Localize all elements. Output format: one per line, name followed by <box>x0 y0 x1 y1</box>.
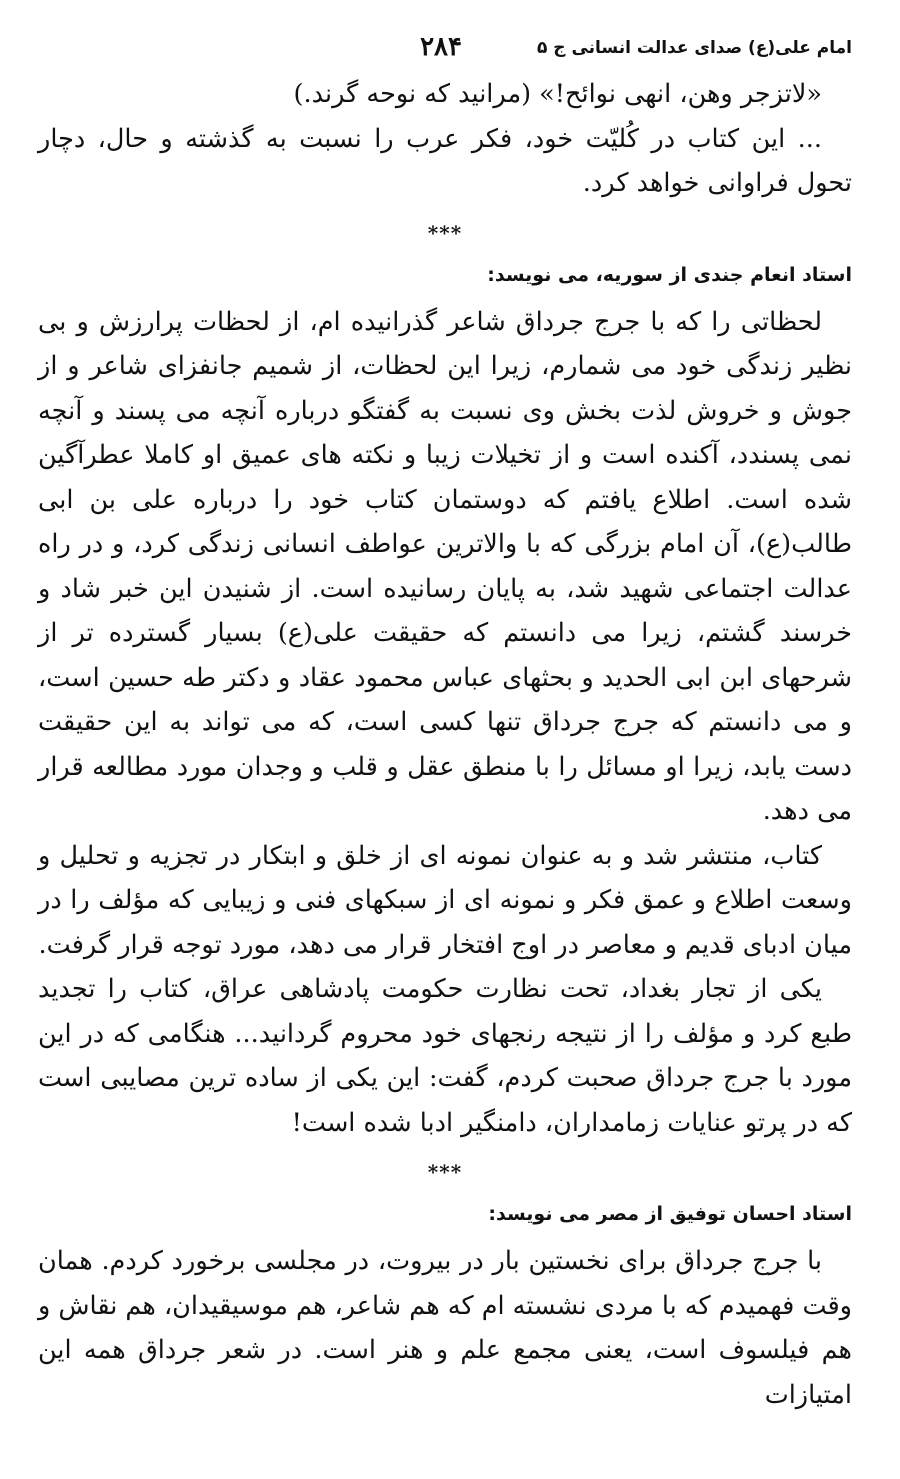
paragraph-jundi-3: یکی از تجار بغداد، تحت نظارت حکومت پادشاهی عراق، کتاب را تجدید طبع کرد و مؤلف را از نتیجه رنجهای خود محروم گردانید... هنگامی که در این مورد با جرج جرداق صحبت کردم، گفت: این یکی از ساده ترین مصایبی است که در پرتو عنایات زمامداران، دامنگیر ادبا شده است! <box>38 974 852 1138</box>
section-separator: *** <box>427 1160 463 1184</box>
running-title: امام علی(ع) صدای عدالت انسانی ج ۵ <box>536 38 852 58</box>
book-page <box>38 28 852 1417</box>
page-number: ۲۸۴ <box>420 32 462 62</box>
intro-paragraph: ... این کتاب در کُلیّت خود، فکر عرب را نسبت به گذشته و حال، دچار تحول فراوانی خواهد کرد. <box>38 123 852 198</box>
section-heading-tawfiq: استاد احسان توفیق از مصر می نویسد: <box>488 1203 852 1225</box>
section-separator: *** <box>427 220 463 245</box>
paragraph-jundi-1: لحظاتی را که با جرج جرداق شاعر گذرانیده ام، از لحظات پرارزش و بی نظیر زندگی خود می شمارم، زیرا این لحظات، از شمیم جانفزای شاعر و از جوش و خروش لذت بخش وی نسبت به گفتگو درباره آنچه می پسند و آنچه نمی پسندد، آکنده است و از تخیلات زیبا و نکته های عمیق او کاملا عطرآگین شده است. اطلاع یافتم که دوستمان کتاب خود را درباره علی بن ابی طالب(ع)، آن امام بزرگی که با والاترین عواطف انسانی زندگی کرد، و در راه عدالت اجتماعی شهید شد، به پایان رسانیده است. از شنیدن این خبر شاد و خرسند گشتم، زیرا می دانستم که حقیقت علی(ع) بسیار گسترده تر از شرحهای ابن ابی الحدید و بحثهای عباس محمود عقاد و دکتر طه حسین است، و می دانستم که جرج جرداق تنها کسی است، که می تواند به این حقیقت دست یابد، زیرا او مسائل را با منطق عقل و قلب و وجدان مورد مطالعه قرار می دهد. <box>38 306 852 826</box>
quote-line: «لاتزجر وهن، انهی نوائح!» (مرانید که نوحه گرند.) <box>293 79 822 109</box>
section-heading-jundi: استاد انعام جندی از سوریه، می نویسد: <box>487 263 852 286</box>
paragraph-tawfiq: با جرج جرداق برای نخستین بار در بیروت، در مجلسی برخورد کردم. همان وقت فهمیدم که با مردی نشسته ام که هم شاعر، هم موسیقیدان، هم نقاش و هم فیلسوف است، یعنی مجمع علم و هنر است. در شعر جرداق همه این امتیازات <box>38 1246 852 1410</box>
page-header <box>38 28 852 72</box>
paragraph-jundi-2: کتاب، منتشر شد و به عنوان نمونه ای از خلق و ابتکار در تجزیه و تحلیل و وسعت اطلاع و عمق فکر و نمونه ای از سبکهای فنی و زیبایی که مؤلف را در میان ادبای قدیم و معاصر در اوج افتخار قرار می دهد، مورد توجه قرار گرفت. <box>38 840 852 960</box>
